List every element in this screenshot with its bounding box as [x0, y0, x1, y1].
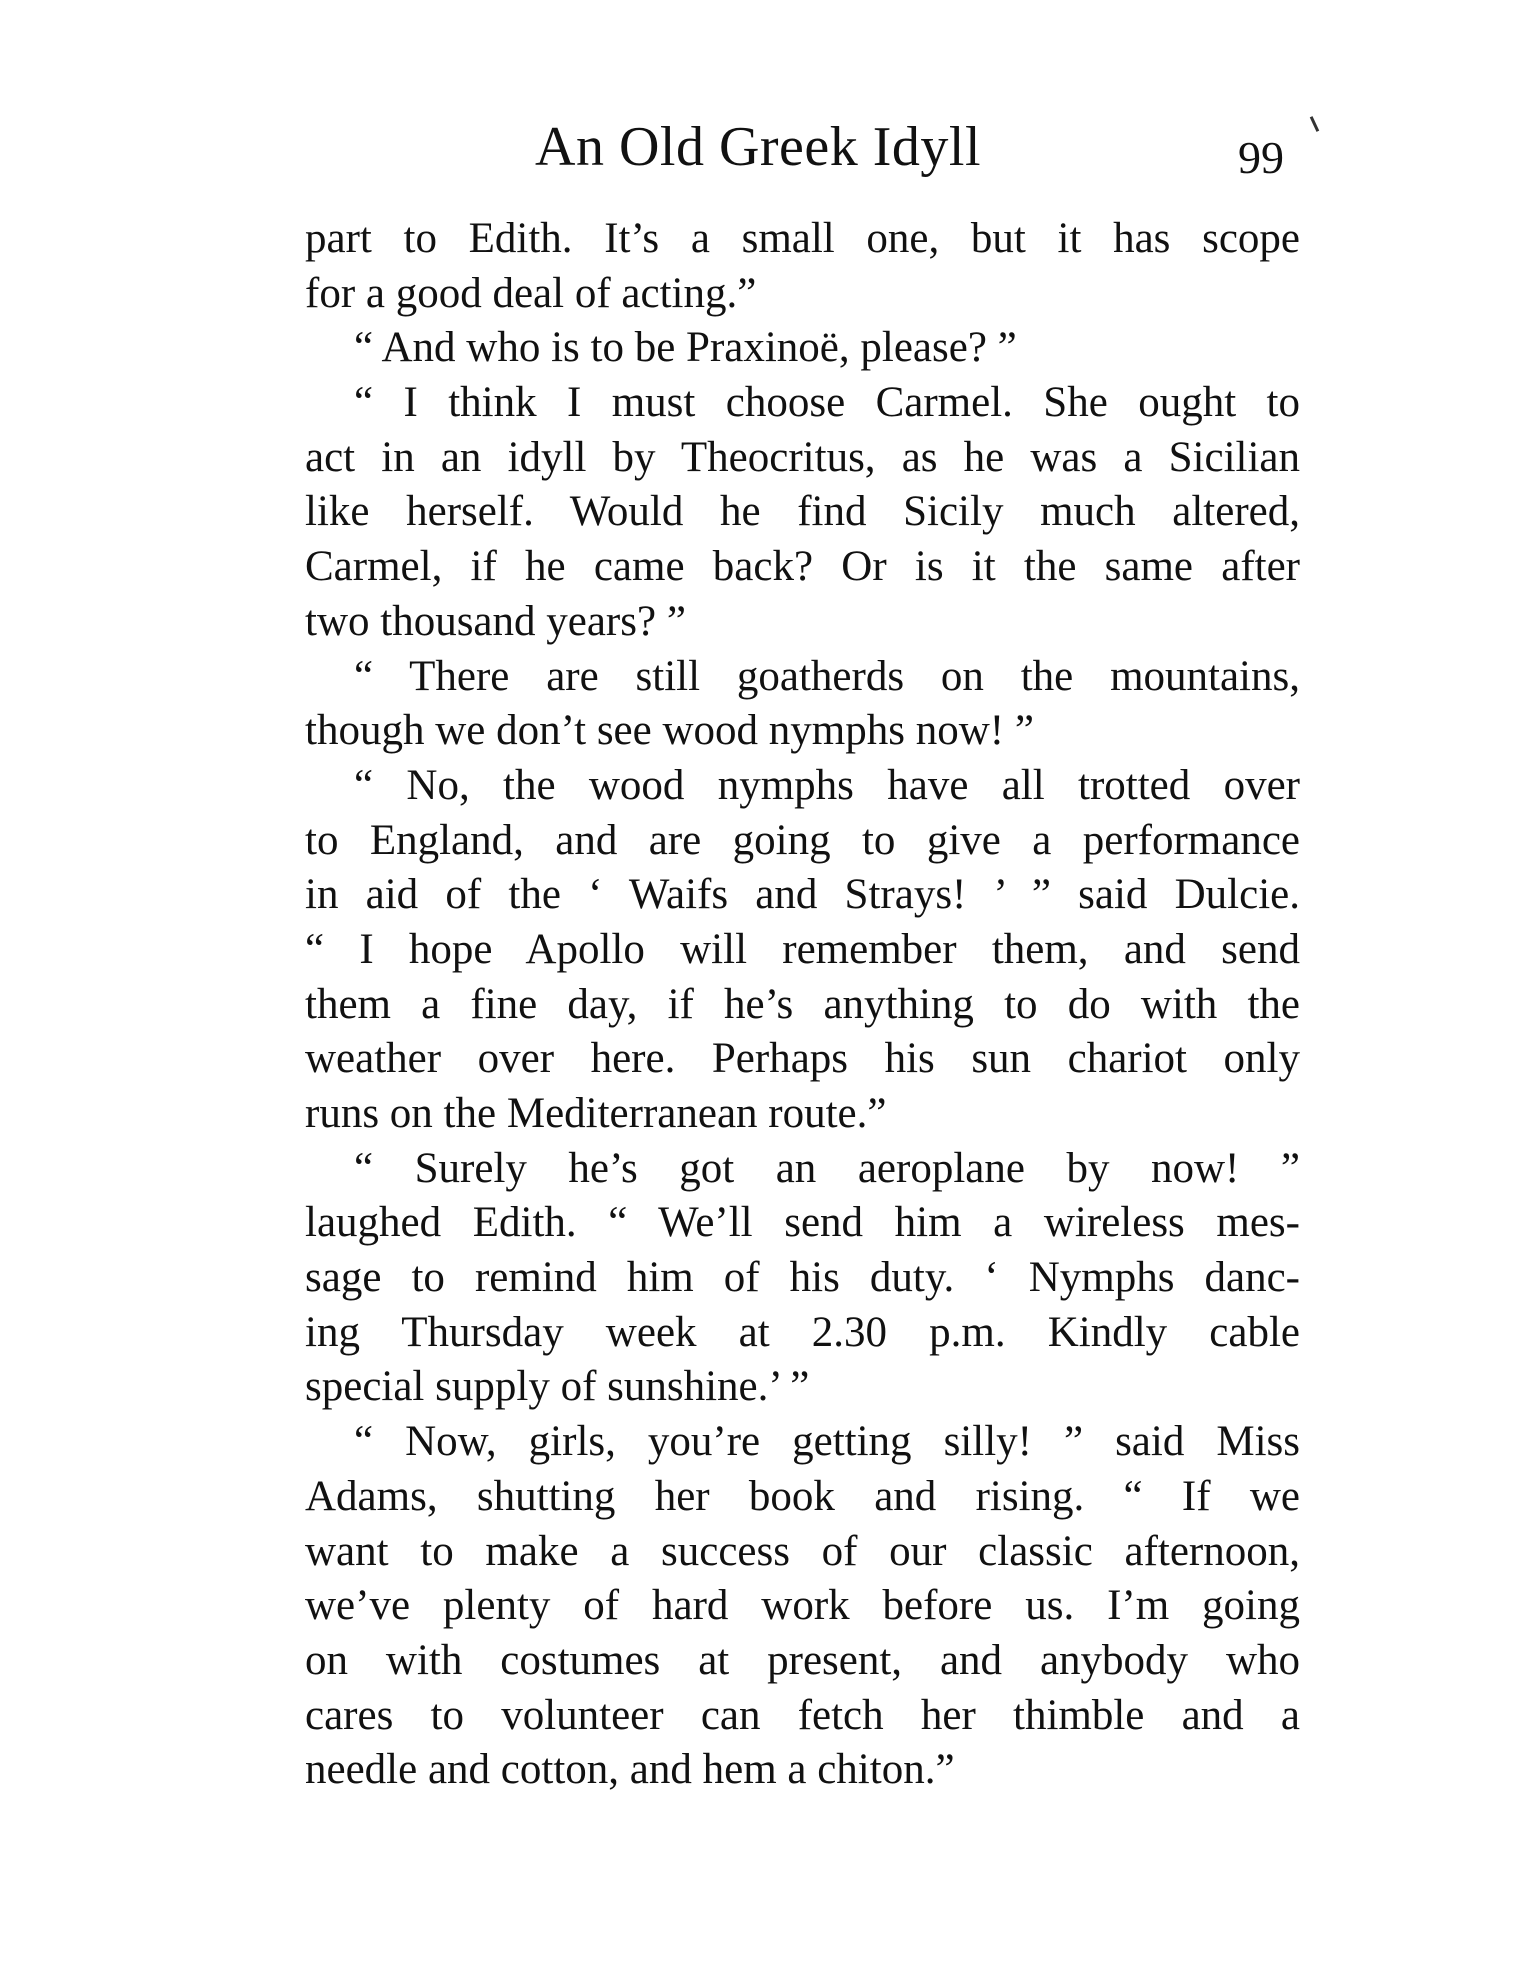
text-line: Carmel, if he came back? Or is it the same after — [305, 543, 1300, 591]
text-line: on with costumes at present, and anybody who — [305, 1636, 1300, 1684]
text-line: Adams, shutting her book and rising. “ If we — [305, 1472, 1300, 1520]
text-line: “ And who is to be Praxinoë, please? ” — [354, 324, 1017, 372]
text-line: want to make a success of our classic afternoon, — [305, 1527, 1300, 1575]
text-line: “ Surely he’s got an aeroplane by now! ” — [354, 1144, 1300, 1192]
text-line: “ There are still goatherds on the mountains, — [354, 652, 1300, 700]
text-line: runs on the Mediterranean route.” — [305, 1090, 887, 1137]
text-line: act in an idyll by Theocritus, as he was a Sicilian — [305, 433, 1300, 481]
running-title: An Old Greek Idyll — [535, 116, 982, 178]
text-line: we’ve plenty of hard work before us. I’m going — [305, 1582, 1300, 1630]
text-line: to England, and are going to give a performance — [305, 816, 1300, 864]
text-line: in aid of the ‘ Waifs and Strays! ’ ” said Dulcie. — [305, 871, 1300, 919]
text-line: them a fine day, if he’s anything to do with the — [305, 980, 1300, 1028]
text-line: “ I hope Apollo will remember them, and send — [305, 925, 1300, 973]
body-text — [305, 212, 1300, 1798]
text-line: laughed Edith. “ We’ll send him a wireless mes- — [305, 1199, 1300, 1247]
text-line: ing Thursday week at 2.30 p.m. Kindly cable — [305, 1308, 1300, 1356]
text-line: “ Now, girls, you’re getting silly! ” said Miss — [354, 1418, 1300, 1466]
text-line: cares to volunteer can fetch her thimble and a — [305, 1691, 1300, 1739]
text-line: “ No, the wood nymphs have all trotted over — [354, 761, 1300, 809]
text-line: part to Edith. It’s a small one, but it has scope — [305, 215, 1300, 262]
page-number: 99 — [1238, 132, 1284, 183]
text-line: “ I think I must choose Carmel. She ought to — [354, 379, 1300, 427]
text-line: sage to remind him of his duty. ‘ Nymphs danc- — [305, 1254, 1300, 1302]
text-line: for a good deal of acting.” — [305, 269, 757, 317]
text-line: like herself. Would he find Sicily much altered, — [305, 488, 1300, 536]
text-line: weather over here. Perhaps his sun chariot only — [305, 1035, 1300, 1083]
text-line: special supply of sunshine.’ ” — [305, 1363, 810, 1411]
text-line: though we don’t see wood nymphs now! ” — [305, 707, 1034, 755]
text-line: needle and cotton, and hem a chiton.” — [305, 1746, 955, 1794]
margin-mark — [1310, 116, 1319, 132]
text-line: two thousand years? ” — [305, 597, 686, 645]
